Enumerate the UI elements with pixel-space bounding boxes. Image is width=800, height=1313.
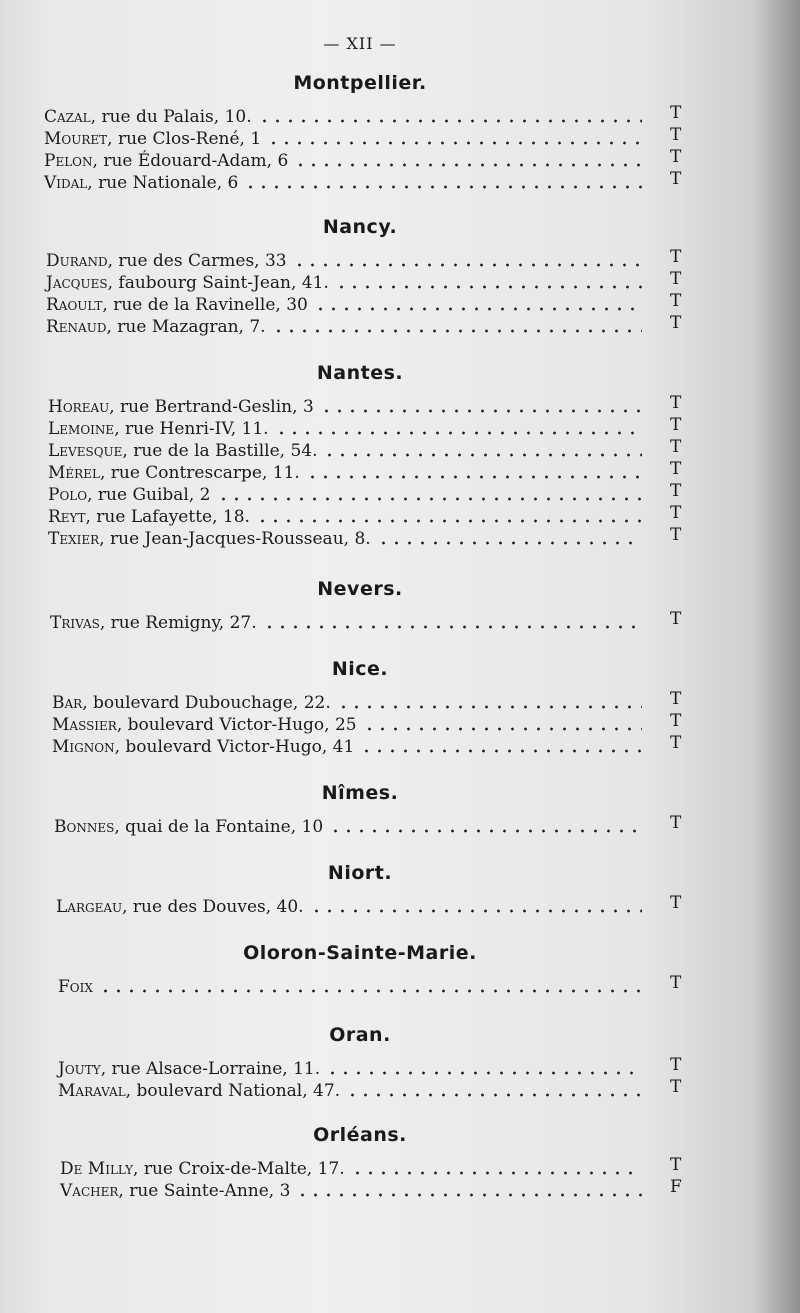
leader-dots — [294, 150, 642, 172]
entry-text — [44, 150, 288, 172]
entry-row — [0, 973, 720, 998]
entry-text — [58, 1058, 320, 1080]
entry-name: Mérel — [48, 463, 100, 483]
entry-row — [0, 481, 720, 506]
entry-text — [60, 1180, 290, 1202]
entry-text — [48, 396, 314, 418]
entry-code: T — [670, 893, 682, 913]
entry-address: , rue Guibal, 2 — [87, 485, 211, 505]
entry-row — [0, 1155, 720, 1180]
entry-text — [52, 692, 331, 714]
leader-dots — [258, 106, 642, 128]
entry-code: T — [670, 459, 682, 479]
entry-name: Maraval — [58, 1081, 126, 1101]
entry-name: Jouty — [58, 1059, 101, 1079]
entry-code: T — [670, 291, 682, 311]
entry-name: Horeau — [48, 397, 110, 417]
city-section — [0, 942, 720, 998]
leader-dots — [306, 462, 642, 484]
entry-name: Durand — [46, 251, 108, 271]
entry-address: , boulevard Dubouchage, 22. — [82, 693, 331, 713]
city-heading: Orléans. — [313, 1124, 407, 1146]
entry-text — [50, 612, 257, 634]
entry-text — [48, 462, 300, 484]
city-section — [0, 362, 720, 550]
entry-code: T — [670, 525, 682, 545]
entry-code: T — [670, 711, 682, 731]
entry-address: , rue Alsace-Lorraine, 11. — [100, 1059, 321, 1079]
entry-text — [44, 128, 261, 150]
entry-row — [0, 733, 720, 758]
entry-text — [48, 440, 317, 462]
leader-dots — [263, 612, 642, 634]
entry-name: Pelon — [44, 151, 93, 171]
entry-name: Lemoine — [48, 419, 115, 439]
entry-row — [0, 169, 720, 194]
city-heading: Nantes. — [316, 362, 404, 384]
entry-name: Massier — [52, 715, 117, 735]
entry-address: , rue Mazagran, 7. — [106, 317, 266, 337]
entry-code: T — [670, 973, 682, 993]
entry-code: T — [670, 313, 682, 333]
entry-code: T — [670, 247, 682, 267]
entry-text — [52, 714, 357, 736]
entry-code: T — [670, 733, 682, 753]
entry-row — [0, 125, 720, 150]
entry-text — [58, 1080, 340, 1102]
entry-name: Bonnes — [54, 817, 115, 837]
entry-text — [56, 896, 304, 918]
leader-dots — [346, 1080, 642, 1102]
entry-text — [54, 816, 323, 838]
entry-address: , boulevard Victor-Hugo, 25 — [116, 715, 357, 735]
entry-row — [0, 437, 720, 462]
entry-address: , rue Édouard-Adam, 6 — [92, 151, 289, 171]
entry-code: F — [670, 1177, 682, 1197]
entry-code: T — [670, 437, 682, 457]
entry-text — [48, 528, 371, 550]
entry-name: Vacher — [60, 1181, 119, 1201]
entry-address: , rue de la Ravinelle, 30 — [102, 295, 308, 315]
entry-row — [0, 813, 720, 838]
city-section — [0, 216, 720, 338]
entry-row — [0, 393, 720, 418]
entry-row — [0, 247, 720, 272]
entry-row — [0, 503, 720, 528]
entry-text — [46, 316, 266, 338]
entry-row — [0, 893, 720, 918]
city-section — [0, 782, 720, 838]
entry-row — [0, 525, 720, 550]
entry-row — [0, 1177, 720, 1202]
entry-code: T — [670, 415, 682, 435]
entry-text — [48, 484, 211, 506]
city-heading: Nice. — [331, 658, 389, 680]
leader-dots — [360, 736, 642, 758]
leader-dots — [377, 528, 642, 550]
entry-code: T — [670, 481, 682, 501]
entry-row — [0, 269, 720, 294]
entry-row — [0, 1055, 720, 1080]
entry-row — [0, 103, 720, 128]
leader-dots — [337, 692, 642, 714]
entry-name: Levesque — [48, 441, 123, 461]
entry-text — [60, 1158, 345, 1180]
entry-name: Raoult — [46, 295, 103, 315]
leader-dots — [314, 294, 642, 316]
city-section — [0, 1024, 720, 1102]
entry-text — [58, 976, 93, 998]
entry-code: T — [670, 169, 682, 189]
entry-text — [48, 418, 269, 440]
entry-name: Mouret — [44, 129, 108, 149]
leader-dots — [296, 1180, 642, 1202]
leader-dots — [329, 816, 642, 838]
entry-code: T — [670, 147, 682, 167]
entry-address: , boulevard National, 47. — [125, 1081, 341, 1101]
entry-address: , rue Contrescarpe, 11. — [99, 463, 300, 483]
leader-dots — [267, 128, 642, 150]
entry-code: T — [670, 609, 682, 629]
leader-dots — [244, 172, 642, 194]
entry-address: , rue Sainte-Anne, 3 — [118, 1181, 291, 1201]
entry-address: , rue du Palais, 10. — [90, 107, 252, 127]
entry-name: Reyt — [48, 507, 86, 527]
entry-name: Trivas — [50, 613, 100, 633]
entry-name: Mignon — [52, 737, 115, 757]
entry-code: T — [670, 813, 682, 833]
entry-row — [0, 609, 720, 634]
entry-address: , rue des Douves, 40. — [122, 897, 304, 917]
entry-name: Vidal — [44, 173, 88, 193]
entry-name: Texier — [48, 529, 100, 549]
entry-address: , rue Bertrand-Geslin, 3 — [109, 397, 314, 417]
entry-address: , rue des Carmes, 33 — [107, 251, 287, 271]
entry-code: T — [670, 1077, 682, 1097]
leader-dots — [335, 272, 642, 294]
city-heading: Nîmes. — [321, 782, 399, 804]
entry-row — [0, 415, 720, 440]
city-section — [0, 658, 720, 758]
leader-dots — [363, 714, 642, 736]
leader-dots — [275, 418, 642, 440]
entry-code: T — [670, 103, 682, 123]
entry-code: T — [670, 393, 682, 413]
entry-text — [48, 506, 250, 528]
entry-row — [0, 147, 720, 172]
entry-text — [46, 250, 287, 272]
entry-row — [0, 291, 720, 316]
entry-code: T — [670, 1055, 682, 1075]
entry-name: Renaud — [46, 317, 107, 337]
entry-text — [46, 294, 308, 316]
entry-name: Polo — [48, 485, 88, 505]
page-number: — XII — — [323, 34, 397, 53]
city-heading: Niort. — [327, 862, 393, 884]
entry-address: , quai de la Fontaine, 10 — [114, 817, 324, 837]
entry-address: , rue Clos-René, 1 — [107, 129, 262, 149]
entry-address: , rue Remigny, 27. — [99, 613, 257, 633]
entry-address: , rue Henri-IV, 11. — [114, 419, 269, 439]
entry-address: , rue Croix-de-Malte, 17. — [133, 1159, 345, 1179]
city-section — [0, 578, 720, 634]
entry-row — [0, 1077, 720, 1102]
leader-dots — [320, 396, 642, 418]
entry-name: Foix — [58, 977, 93, 997]
entry-name: Jacques — [46, 273, 108, 293]
entry-text — [44, 172, 238, 194]
leader-dots — [217, 484, 642, 506]
city-heading: Oran. — [329, 1024, 391, 1046]
entry-row — [0, 459, 720, 484]
entry-name: Cazal — [44, 107, 91, 127]
entry-address: , boulevard Victor-Hugo, 41 — [114, 737, 355, 757]
entry-text — [52, 736, 354, 758]
leader-dots — [310, 896, 642, 918]
entry-text — [46, 272, 329, 294]
entry-code: T — [670, 689, 682, 709]
entry-row — [0, 711, 720, 736]
entry-row — [0, 313, 720, 338]
entry-address: , rue Lafayette, 18. — [85, 507, 250, 527]
entry-code: T — [670, 503, 682, 523]
entry-address: , faubourg Saint-Jean, 41. — [107, 273, 329, 293]
leader-dots — [323, 440, 642, 462]
city-heading: Nancy. — [322, 216, 398, 238]
entry-address: , rue Jean-Jacques-Rousseau, 8. — [99, 529, 371, 549]
city-heading: Montpellier. — [293, 72, 427, 94]
city-section — [0, 72, 720, 194]
leader-dots — [293, 250, 642, 272]
leader-dots — [272, 316, 642, 338]
entry-code: T — [670, 125, 682, 145]
entry-name: De Milly — [60, 1159, 134, 1179]
entry-name: Largeau — [56, 897, 123, 917]
leader-dots — [256, 506, 642, 528]
entry-text — [44, 106, 252, 128]
city-section — [0, 1124, 720, 1202]
leader-dots — [351, 1158, 642, 1180]
entry-address: , rue de la Bastille, 54. — [122, 441, 318, 461]
city-heading: Nevers. — [317, 578, 403, 600]
city-section — [0, 862, 720, 918]
leader-dots — [99, 976, 642, 998]
entry-code: T — [670, 1155, 682, 1175]
entry-address: , rue Nationale, 6 — [87, 173, 239, 193]
entry-row — [0, 689, 720, 714]
entry-name: Bar — [52, 693, 83, 713]
city-heading: Oloron-Sainte-Marie. — [243, 942, 477, 964]
leader-dots — [326, 1058, 642, 1080]
entry-code: T — [670, 269, 682, 289]
